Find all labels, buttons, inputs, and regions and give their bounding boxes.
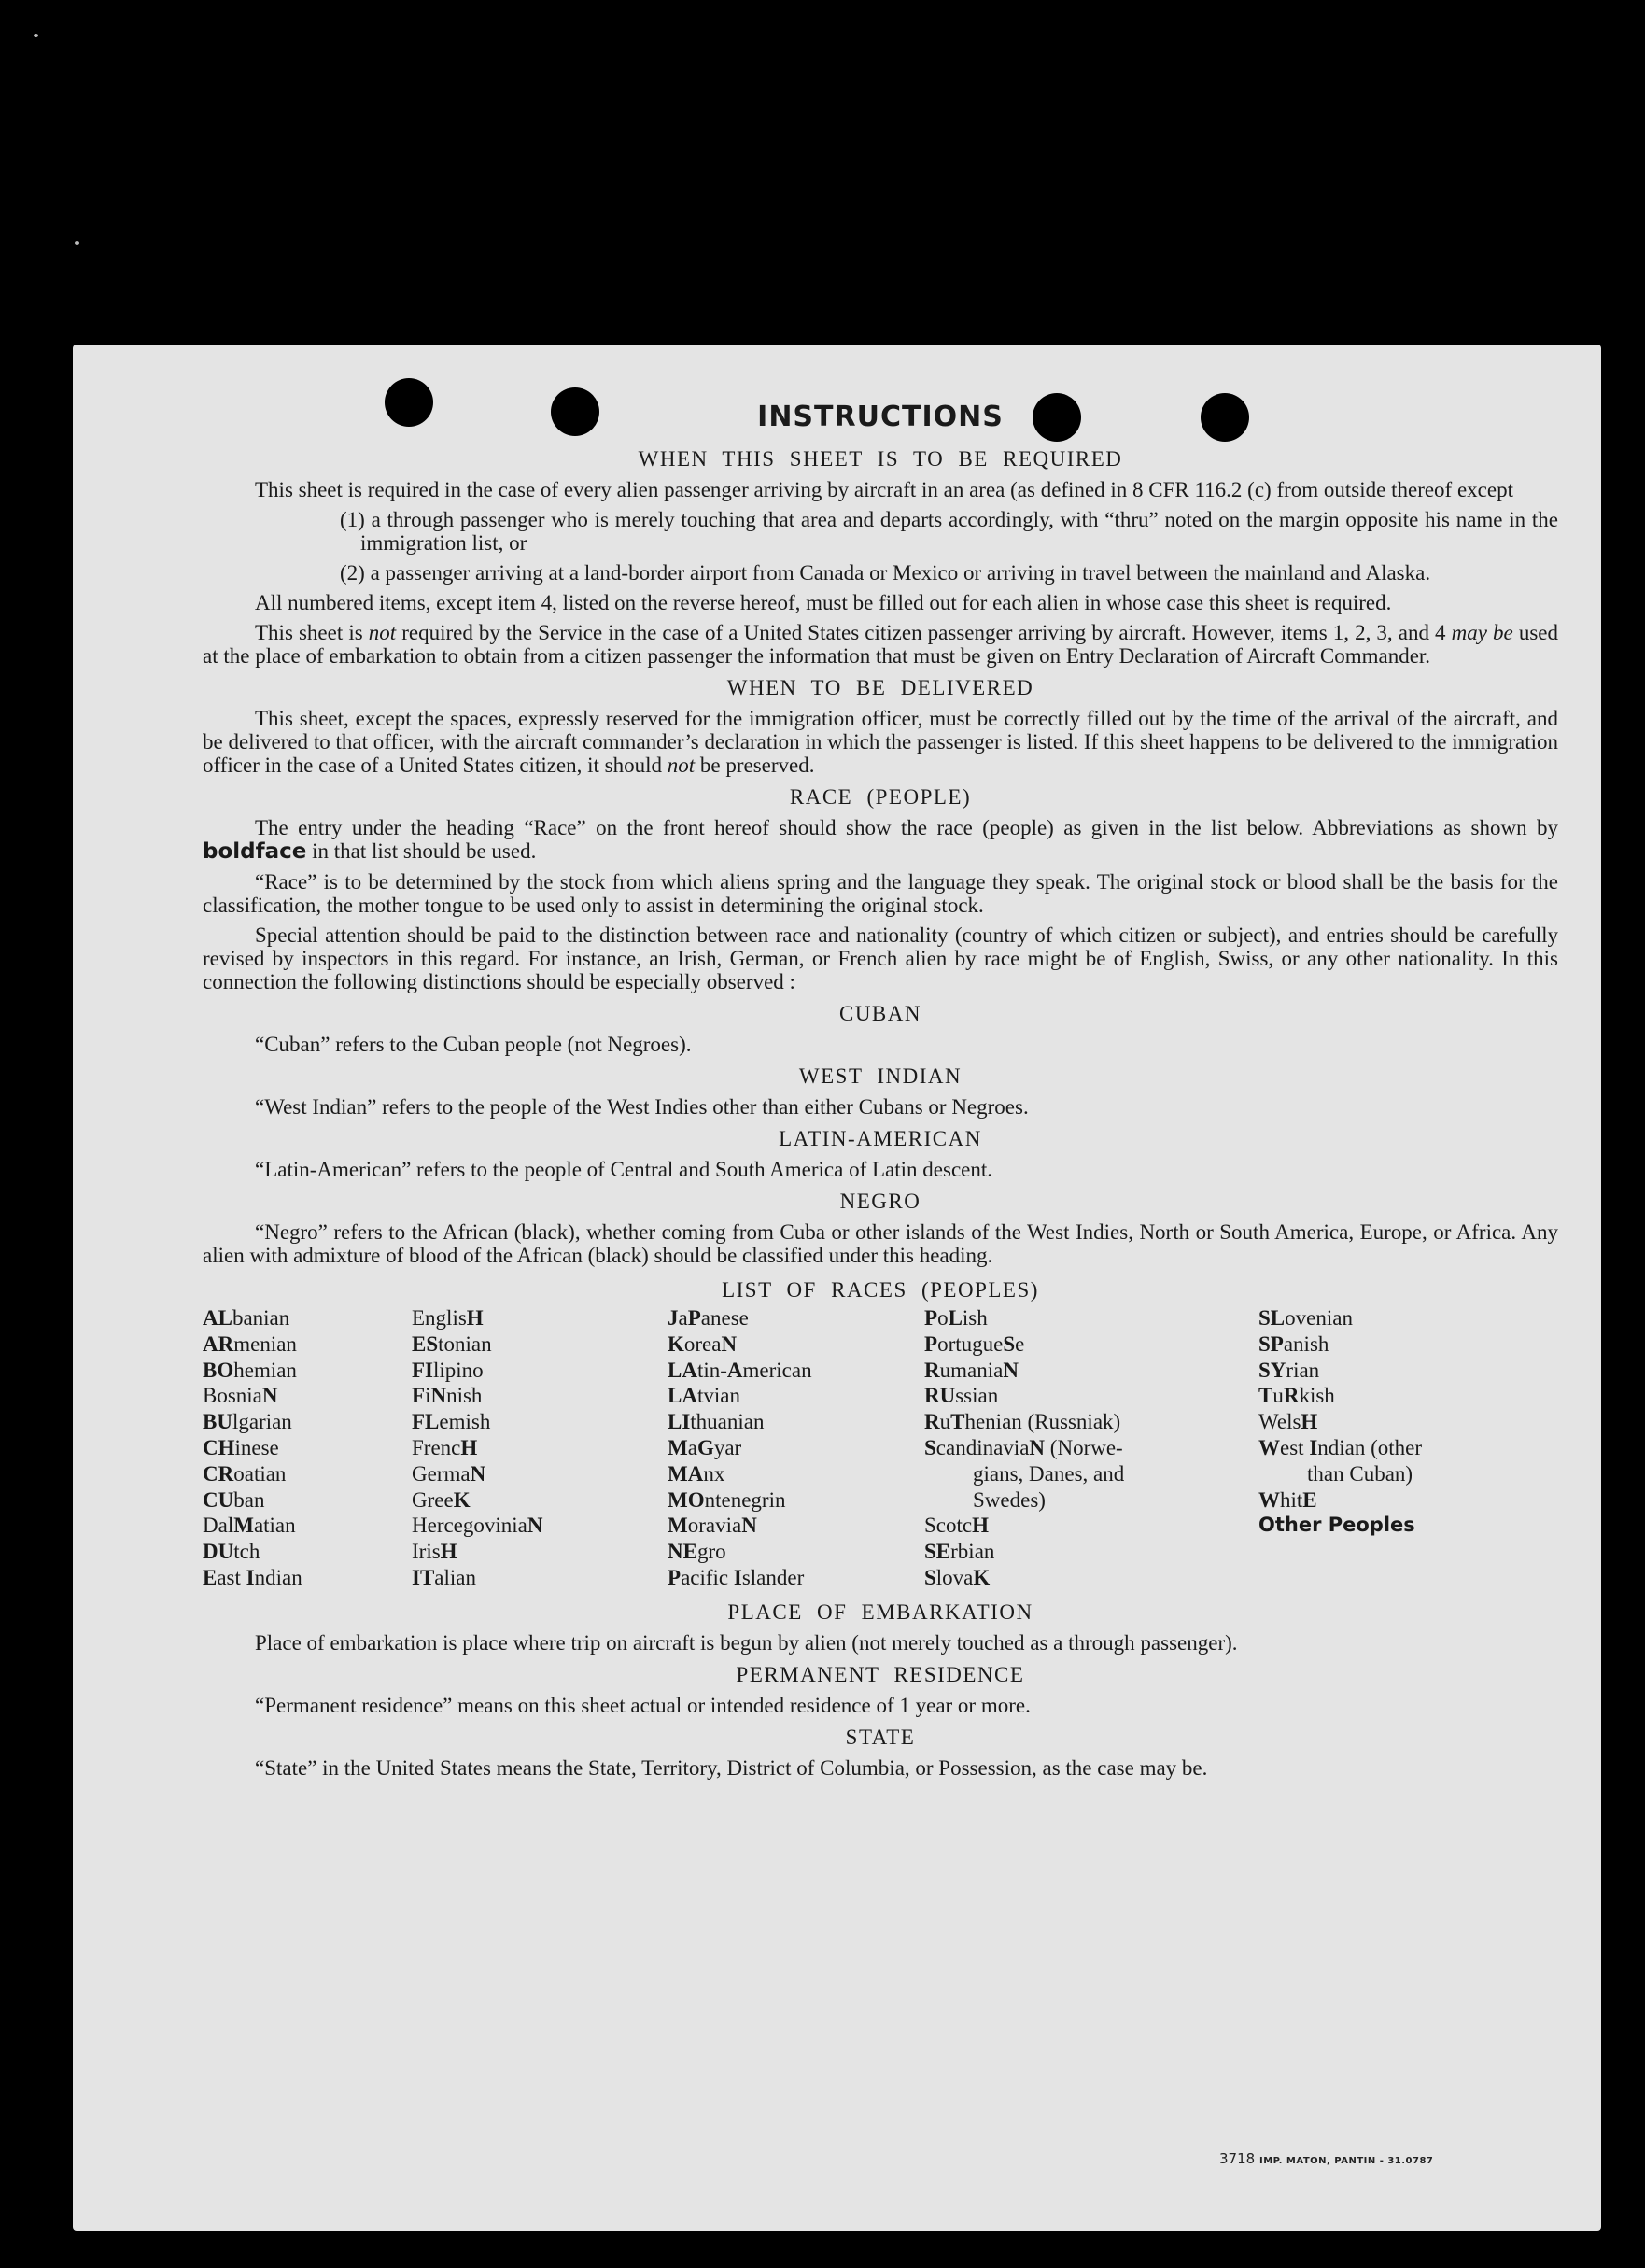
race-entry: WelsH <box>1258 1410 1318 1434</box>
race-entry: Other Peoples <box>1258 1514 1415 1537</box>
race-entry: FIlipino <box>412 1358 484 1382</box>
paragraph: “Latin-American” refers to the people of Central and South America of Latin descent. <box>255 1158 992 1181</box>
paragraph: “Race” is to be determined by the stock from which aliens spring and the language they speak. The original stock or blood shall be the basis for the classification, the mother tongue to be used only to assist in determining the original stock. <box>203 870 1558 917</box>
form-number: 3718 <box>1219 2150 1256 2167</box>
race-entry: FrencH <box>412 1435 478 1459</box>
race-entry: Pacific Islander <box>668 1565 805 1589</box>
race-entry: CUban <box>203 1487 265 1512</box>
race-entry: CRoatian <box>203 1461 287 1486</box>
heading-cuban: CUBAN <box>838 1002 921 1025</box>
race-entry: RUssian <box>924 1384 999 1408</box>
paragraph: “Cuban” refers to the Cuban people (not Negroes). <box>255 1033 692 1056</box>
race-entry: MoraviaN <box>668 1514 757 1538</box>
list-item: (2) a passenger arriving at a land-border airport from Canada or Mexico or arriving in travel between the mainland and Alaska. <box>340 561 1431 585</box>
text: required by the Service in the case of a United States citizen passenger arriving by aircraft. However, items 1, 2, 3, and 4 <box>396 621 1452 644</box>
emphasis: not <box>368 621 397 644</box>
printer-mark: IMP. MATON, PANTIN - 31.0787 <box>1258 2156 1434 2166</box>
race-entry: FLemish <box>412 1410 491 1434</box>
paragraph: “Permanent residence” means on this sheet actual or intended residence of 1 year or more. <box>255 1693 1031 1717</box>
paragraph <box>203 707 1558 777</box>
race-entry: KoreaN <box>668 1331 738 1356</box>
text: The entry under the heading “Race” on the front hereof should show the race (people) as given in the list below. Abbreviations as shown by <box>255 816 1558 839</box>
paragraph: All numbered items, except item 4, listed on the reverse hereof, must be filled out for each alien in whose case this sheet is required. <box>255 591 1392 614</box>
page-title: INSTRUCTIONS <box>757 401 1004 433</box>
race-entry: EnglisH <box>412 1306 484 1330</box>
heading-state: STATE <box>845 1725 916 1749</box>
paragraph: “West Indian” refers to the people of the West Indies other than either Cubans or Negroes. <box>255 1095 1029 1119</box>
heading-latin-american: LATIN-AMERICAN <box>779 1127 982 1150</box>
race-entry: PortugueSe <box>924 1331 1025 1356</box>
race-entry: RumaniaN <box>924 1358 1019 1382</box>
document-sheet <box>73 345 1601 2231</box>
races-column <box>203 1305 412 1591</box>
emphasis: not <box>667 754 696 777</box>
races-column <box>1258 1305 1511 1591</box>
heading-negro: NEGRO <box>839 1190 921 1213</box>
race-entry: than Cuban) <box>1307 1461 1413 1486</box>
race-entry: LAtin-American <box>668 1358 812 1382</box>
heading-race: RACE (PEOPLE) <box>789 785 972 809</box>
list-item: (1) a through passenger who is merely touching that area and departs accordingly, with “thru” noted on the margin opposite his name in the immigration list, or <box>340 508 1558 555</box>
race-entry: gians, Danes, and <box>973 1461 1125 1486</box>
text: in that list should be used. <box>306 839 537 863</box>
races-column <box>668 1305 924 1591</box>
race-entry: Swedes) <box>973 1487 1046 1512</box>
race-entry: ScotcH <box>924 1514 989 1538</box>
race-entry: DUtch <box>203 1540 260 1564</box>
race-entry: BOhemian <box>203 1358 297 1382</box>
race-entry: West Indian (other <box>1258 1435 1423 1459</box>
race-entry: BosniaN <box>203 1384 278 1408</box>
paragraph <box>203 816 1558 864</box>
paragraph: Place of embarkation is place where trip on aircraft is begun by alien (not merely touched as a through passenger). <box>255 1630 1238 1655</box>
paragraph: “State” in the United States means the State, Territory, District of Columbia, or Possession, as the case may be. <box>255 1755 1208 1780</box>
race-entry: TuRkish <box>1258 1384 1335 1408</box>
heading-residence: PERMANENT RESIDENCE <box>736 1662 1025 1686</box>
race-entry: LIthuanian <box>668 1410 765 1434</box>
bold-text: boldface <box>203 839 307 864</box>
race-entry: BUlgarian <box>203 1410 292 1434</box>
race-entry: ScandinaviaN (Norwe- <box>924 1435 1123 1459</box>
text: used at the place of embarkation to obtain from a citizen passenger the information that must be given on Entry Declaration of Aircraft Commander. <box>203 621 1559 668</box>
race-entry: ALbanian <box>203 1306 290 1330</box>
emphasis: may be <box>1451 621 1513 644</box>
race-entry: SlovaK <box>924 1565 991 1589</box>
race-entry: MAnx <box>668 1461 725 1486</box>
heading-required: WHEN THIS SHEET IS TO BE REQUIRED <box>638 447 1123 471</box>
race-entry: DalMatian <box>203 1514 296 1538</box>
race-entry: NEgro <box>668 1540 726 1564</box>
text: This sheet, except the spaces, expressly reserved for the immigration officer, must be correctly filled out by the time of the arrival of the aircraft, and be delivered to that officer, with the aircraft commander’s declaration in which the passenger is listed. If this sheet happens to be delivered to the immigration officer in the case of a United States citizen, it should <box>203 707 1558 777</box>
heading-races-list: LIST OF RACES (PEOPLES) <box>722 1278 1039 1302</box>
race-entry: SLovenian <box>1258 1306 1353 1330</box>
race-entry: CHinese <box>203 1435 279 1459</box>
races-column <box>924 1305 1258 1591</box>
race-entry: MaGyar <box>668 1435 742 1459</box>
race-entry: LAtvian <box>668 1384 740 1408</box>
form-footer <box>1219 2150 1433 2167</box>
races-list <box>203 1305 1558 1591</box>
race-entry: RuThenian (Russniak) <box>924 1410 1121 1434</box>
race-entry: GreeK <box>412 1487 471 1512</box>
instructions-content <box>203 401 1558 1786</box>
paragraph: “Negro” refers to the African (black), whether coming from Cuba or other islands of the West Indies, North or South America, Europe, or Africa. Any alien with admixture of blood of the African (black) should be classified under this heading. <box>203 1220 1558 1267</box>
paragraph: Special attention should be paid to the distinction between race and nationality (country of which citizen or subject), and entries should be carefully revised by inspectors in this regard. For instance, an Irish, German, or French alien by race might be of English, Swiss, or any other nationality. In this connection the following distinctions should be especially observed : <box>203 923 1558 993</box>
race-entry: SYrian <box>1258 1358 1320 1382</box>
text: be preserved. <box>695 754 815 777</box>
races-column <box>412 1305 668 1591</box>
race-entry: GermaN <box>412 1461 486 1486</box>
paragraph: This sheet is required in the case of every alien passenger arriving by aircraft in an area (as defined in 8 CFR 116.2 (c) from outside thereof except <box>255 478 1513 501</box>
speck <box>34 34 38 37</box>
heading-delivered: WHEN TO BE DELIVERED <box>726 676 1034 699</box>
race-entry: HercegoviniaN <box>412 1514 543 1538</box>
paragraph <box>203 621 1558 668</box>
race-entry: PoLish <box>924 1306 988 1330</box>
text: This sheet is <box>255 621 369 644</box>
race-entry: East Indian <box>203 1565 302 1589</box>
speck <box>75 241 79 245</box>
heading-west-indian: WEST INDIAN <box>798 1064 963 1088</box>
race-entry: SPanish <box>1258 1331 1329 1356</box>
race-entry: SErbian <box>924 1540 995 1564</box>
race-entry: ITalian <box>412 1565 476 1589</box>
race-entry: FiNnish <box>412 1384 483 1408</box>
race-entry: ARmenian <box>203 1331 297 1356</box>
race-entry: MOntenegrin <box>668 1487 786 1512</box>
race-entry: IrisH <box>412 1540 457 1564</box>
race-entry: JaPanese <box>668 1306 749 1330</box>
heading-embarkation: PLACE OF EMBARKATION <box>727 1599 1033 1624</box>
race-entry: WhitE <box>1258 1487 1317 1512</box>
race-entry: EStonian <box>412 1331 492 1356</box>
